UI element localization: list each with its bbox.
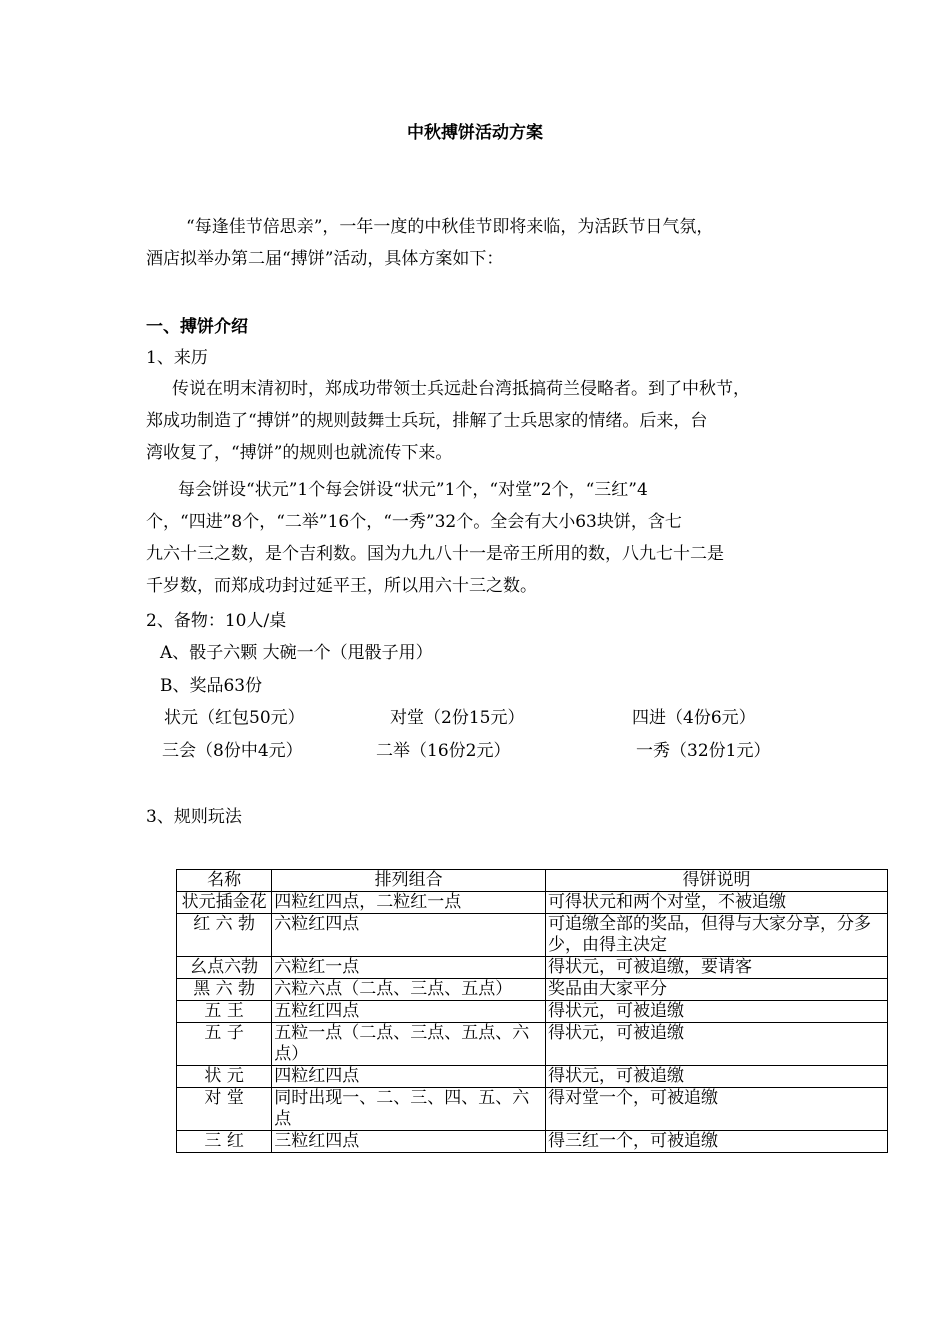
table-cell-name: 幺点六勃 xyxy=(177,957,272,979)
history-heading: 1、来历 xyxy=(146,348,208,368)
history-line-7: 千岁数，而郑成功封过延平王，所以用六十三之数。 xyxy=(146,576,537,596)
rules-table xyxy=(176,869,888,1153)
history-line-5: 个，“四进”8个，“二举”16个，“一秀”32个。全会有大小63块饼，含七 xyxy=(146,512,682,532)
prize-item: 状元（红包50元） xyxy=(164,708,305,728)
table-cell-combo: 六粒六点（二点、三点、五点） xyxy=(272,979,546,1001)
table-row xyxy=(177,979,888,1001)
table-cell-desc: 得三红一个，可被追缴 xyxy=(546,1131,888,1153)
history-line-4: 每会饼设“状元”1个每会饼设“状元”1个，“对堂”2个，“三红”4 xyxy=(178,480,648,500)
table-row xyxy=(177,1066,888,1088)
table-row xyxy=(177,892,888,914)
table-cell-combo: 五粒红四点 xyxy=(272,1001,546,1023)
column-header: 得饼说明 xyxy=(546,870,888,892)
table-cell-desc: 得状元，可被追缴 xyxy=(546,1001,888,1023)
table-cell-combo: 六粒红四点 xyxy=(272,914,546,957)
table-cell-combo: 同时出现一、二、三、四、五、六点 xyxy=(272,1088,546,1131)
table-cell-name: 对 堂 xyxy=(177,1088,272,1131)
table-cell-combo: 四粒红四点 xyxy=(272,1066,546,1088)
prize-item: 二举（16份2元） xyxy=(376,741,511,761)
history-line-1: 传说在明末清初时，郑成功带领士兵远赴台湾抵搞荷兰侵略者。到了中秋节， xyxy=(172,379,750,399)
supplies-item-a: A、骰子六颗 大碗一个（甩骰子用） xyxy=(160,643,433,663)
intro-line-1: “每逢佳节倍思亲”，一年一度的中秋佳节即将来临，为活跃节日气氛， xyxy=(186,217,714,237)
table-cell-desc: 得状元，可被追缴，要请客 xyxy=(546,957,888,979)
table-cell-desc: 奖品由大家平分 xyxy=(546,979,888,1001)
supplies-heading: 2、备物：10人/桌 xyxy=(146,611,287,631)
table-cell-name: 状 元 xyxy=(177,1066,272,1088)
table-cell-desc: 得状元，可被追缴 xyxy=(546,1023,888,1066)
table-cell-combo: 四粒红四点，二粒红一点 xyxy=(272,892,546,914)
table-row xyxy=(177,1001,888,1023)
prize-item: 四进（4份6元） xyxy=(632,708,756,728)
prize-item: 三会（8份中4元） xyxy=(162,741,303,761)
rules-heading: 3、规则玩法 xyxy=(146,807,242,827)
table-cell-desc: 得状元，可被追缴 xyxy=(546,1066,888,1088)
intro-line-2: 酒店拟举办第二届“搏饼”活动，具体方案如下： xyxy=(146,249,504,269)
table-row xyxy=(177,1023,888,1066)
history-line-6: 九六十三之数，是个吉利数。国为九九八十一是帝王所用的数，八九七十二是 xyxy=(146,544,724,564)
table-cell-name: 五 王 xyxy=(177,1001,272,1023)
prize-item: 对堂（2份15元） xyxy=(390,708,525,728)
table-cell-combo: 五粒一点（二点、三点、五点、六点） xyxy=(272,1023,546,1066)
supplies-item-b: B、奖品63份 xyxy=(160,676,263,696)
table-row xyxy=(177,1088,888,1131)
column-header: 名称 xyxy=(177,870,272,892)
table-cell-desc: 可追缴全部的奖品，但得与大家分享，分多少，由得主决定 xyxy=(546,914,888,957)
table-cell-name: 状元插金花 xyxy=(177,892,272,914)
table-cell-name: 黑 六 勃 xyxy=(177,979,272,1001)
table-row xyxy=(177,914,888,957)
table-cell-combo: 三粒红四点 xyxy=(272,1131,546,1153)
table-row xyxy=(177,1131,888,1153)
table-row xyxy=(177,957,888,979)
table-cell-desc: 可得状元和两个对堂，不被追缴 xyxy=(546,892,888,914)
history-line-2: 郑成功制造了“搏饼”的规则鼓舞士兵玩，排解了士兵思家的情绪。后来，台 xyxy=(146,411,708,431)
section-heading-intro: 一、搏饼介绍 xyxy=(146,317,248,337)
column-header: 排列组合 xyxy=(272,870,546,892)
table-cell-name: 红 六 勃 xyxy=(177,914,272,957)
table-cell-combo: 六粒红一点 xyxy=(272,957,546,979)
history-line-3: 湾收复了，“搏饼”的规则也就流传下来。 xyxy=(146,443,453,463)
table-cell-name: 五 子 xyxy=(177,1023,272,1066)
table-cell-name: 三 红 xyxy=(177,1131,272,1153)
document-title: 中秋搏饼活动方案 xyxy=(407,123,543,143)
prize-item: 一秀（32份1元） xyxy=(636,741,771,761)
table-header-row xyxy=(177,870,888,892)
table-cell-desc: 得对堂一个，可被追缴 xyxy=(546,1088,888,1131)
